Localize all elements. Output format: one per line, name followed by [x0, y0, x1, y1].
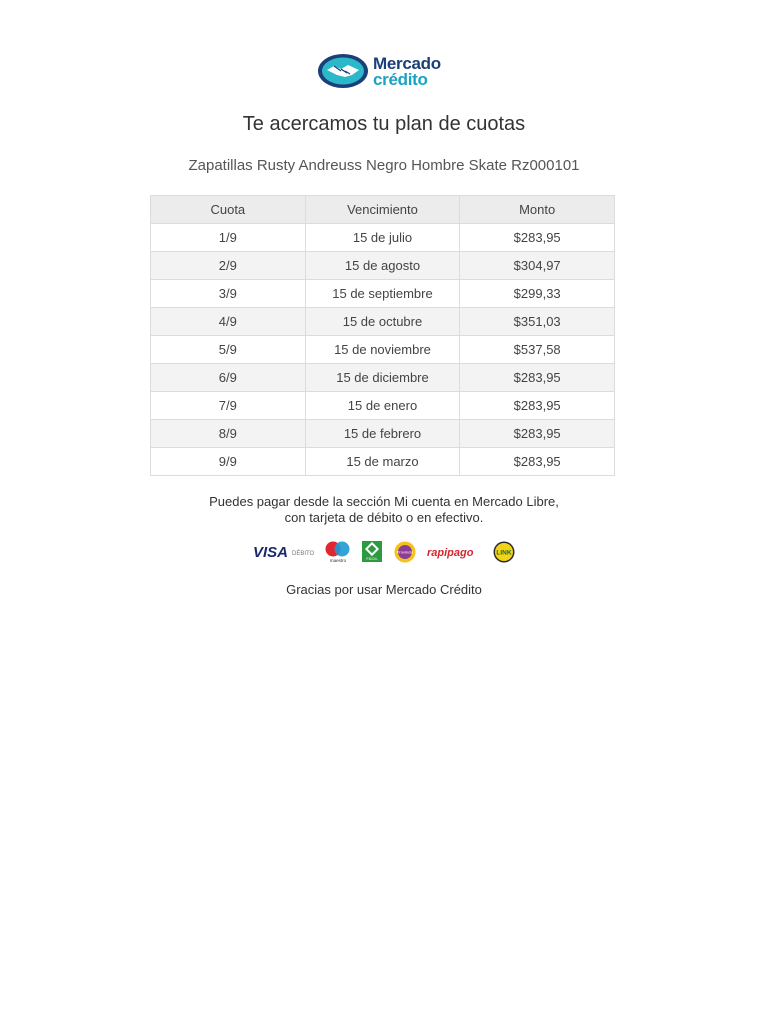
table-row: [151, 308, 615, 336]
cell-cuota: 2/9: [151, 252, 306, 280]
page-title: Te acercamos tu plan de cuotas: [242, 113, 526, 135]
table-row: [151, 224, 615, 252]
cell-monto: $351,03: [460, 308, 615, 336]
cell-vencimiento: 15 de enero: [305, 392, 460, 420]
cell-monto: $537,58: [460, 336, 615, 364]
svg-text:Provincia: Provincia: [396, 549, 414, 555]
svg-text:VISA: VISA: [253, 544, 289, 561]
cell-monto: $283,95: [460, 364, 615, 392]
maestro-icon: [323, 540, 353, 564]
cell-cuota: 4/9: [151, 308, 306, 336]
table-row: [151, 420, 615, 448]
svg-text:LINK: LINK: [496, 549, 512, 557]
cell-vencimiento: 15 de noviembre: [305, 336, 460, 364]
brand-line-2: crédito: [373, 70, 428, 89]
cell-vencimiento: 15 de septiembre: [305, 280, 460, 308]
cell-cuota: 3/9: [151, 280, 306, 308]
svg-text:maestro: maestro: [329, 558, 347, 563]
cell-vencimiento: 15 de agosto: [305, 252, 460, 280]
cell-vencimiento: 15 de febrero: [305, 420, 460, 448]
table-header-row: [151, 196, 615, 224]
cell-monto: $299,33: [460, 280, 615, 308]
handshake-icon: [317, 53, 369, 89]
payment-note-line-1: Puedes pagar desde la sección Mi cuenta en Mercado Libre,: [209, 494, 559, 509]
table-row: [151, 448, 615, 476]
brand-name: [373, 56, 441, 88]
table-row: [151, 392, 615, 420]
cell-vencimiento: 15 de diciembre: [305, 364, 460, 392]
provincia-net-icon: [393, 540, 417, 564]
cell-monto: $283,95: [460, 448, 615, 476]
svg-text:FÁCIL: FÁCIL: [366, 556, 378, 561]
table-row: [151, 336, 615, 364]
svg-text:DÉBITO: DÉBITO: [292, 551, 315, 557]
cell-monto: $283,95: [460, 224, 615, 252]
cell-cuota: 9/9: [151, 448, 306, 476]
cell-monto: $283,95: [460, 392, 615, 420]
table-row: [151, 280, 615, 308]
cell-cuota: 6/9: [151, 364, 306, 392]
cell-cuota: 7/9: [151, 392, 306, 420]
svg-text:rapipago: rapipago: [427, 547, 474, 559]
cell-monto: $304,97: [460, 252, 615, 280]
header-monto: Monto: [460, 196, 615, 224]
header-vencimiento: Vencimiento: [305, 196, 460, 224]
table-row: [151, 364, 615, 392]
cell-vencimiento: 15 de octubre: [305, 308, 460, 336]
cell-vencimiento: 15 de julio: [305, 224, 460, 252]
brand-line-1: Mercado: [373, 54, 441, 73]
header-cuota: Cuota: [151, 196, 306, 224]
payment-methods: [253, 540, 518, 564]
cell-monto: $283,95: [460, 420, 615, 448]
link-icon: [492, 540, 516, 564]
cell-cuota: 8/9: [151, 420, 306, 448]
payment-note: [0, 494, 768, 526]
mercado-credito-logo: [317, 53, 457, 93]
product-name: Zapatillas Rusty Andreuss Negro Hombre Skate Rz000101: [188, 157, 580, 174]
cell-cuota: 5/9: [151, 336, 306, 364]
cell-cuota: 1/9: [151, 224, 306, 252]
table-row: [151, 252, 615, 280]
visa-debito-icon: [253, 540, 315, 564]
cell-vencimiento: 15 de marzo: [305, 448, 460, 476]
installment-table: [150, 195, 615, 476]
pagofacil-icon: [361, 540, 383, 564]
thanks-message: Gracias por usar Mercado Crédito: [286, 582, 482, 597]
rapipago-icon: [427, 540, 483, 564]
payment-note-line-2: con tarjeta de débito o en efectivo.: [284, 510, 484, 525]
